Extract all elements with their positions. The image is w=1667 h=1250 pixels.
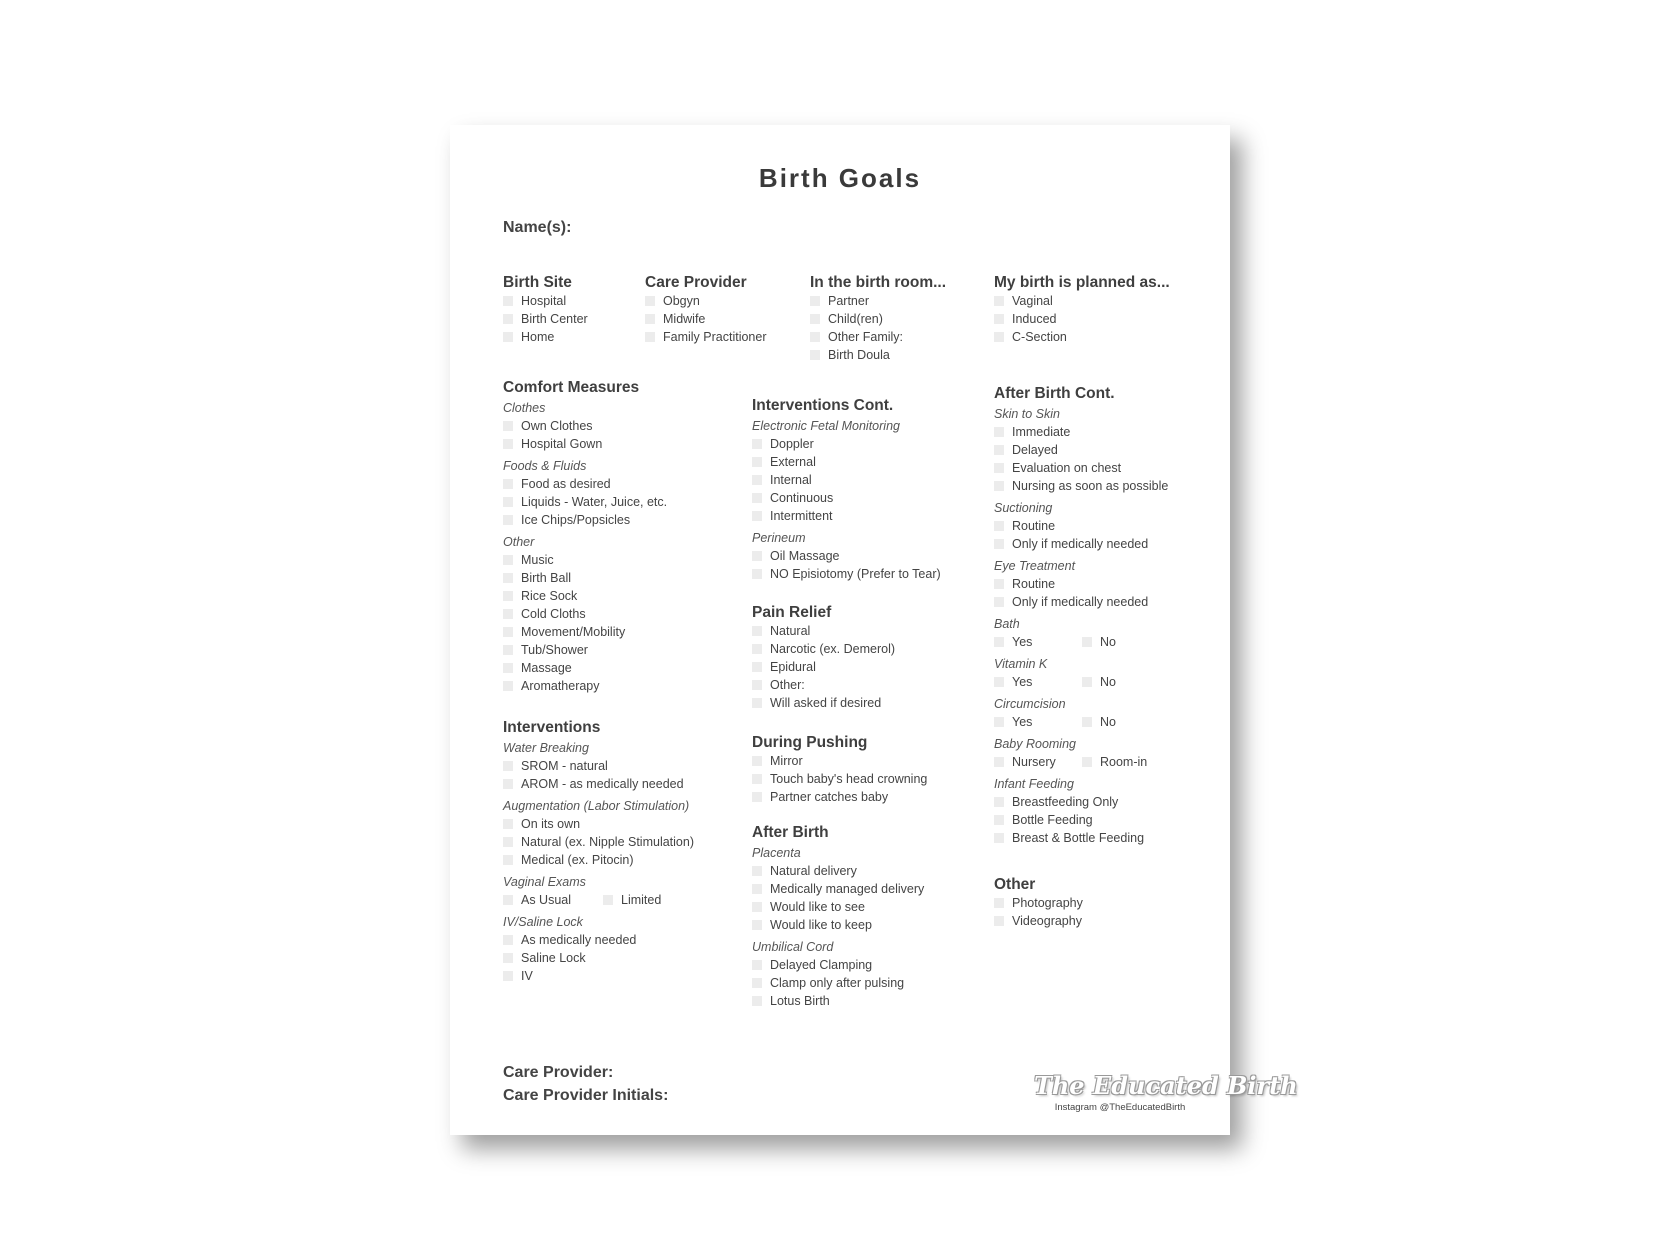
option-c-section[interactable]: C-Section: [994, 328, 1170, 346]
option-breast-bottle[interactable]: Breast & Bottle Feeding: [994, 829, 1170, 847]
brand-logo: [1034, 1071, 1298, 1113]
subheading-bath: Bath: [994, 617, 1020, 631]
option-rice-sock[interactable]: Rice Sock: [503, 587, 667, 605]
subheading-clothes: Clothes: [503, 401, 546, 415]
subheading-eye-treatment: Eye Treatment: [994, 559, 1076, 573]
checkbox[interactable]: [810, 332, 820, 342]
option-midwife[interactable]: Midwife: [645, 310, 767, 328]
checkbox[interactable]: [503, 573, 513, 583]
checkbox[interactable]: [994, 797, 1004, 807]
option-partner-catches[interactable]: Partner catches baby: [752, 788, 927, 806]
interventions-section: [503, 718, 703, 985]
option-partner[interactable]: Partner: [810, 292, 946, 310]
section-heading: Interventions: [503, 719, 601, 736]
after-birth-cont-section: [994, 384, 1170, 847]
checkbox[interactable]: [752, 626, 762, 636]
checkbox[interactable]: [503, 332, 513, 342]
subheading-vitamin-k: Vitamin K: [994, 657, 1048, 671]
option-as-usual[interactable]: As Usual: [503, 891, 603, 909]
checkbox[interactable]: [503, 439, 513, 449]
birth-site-section: [503, 273, 588, 346]
checkbox[interactable]: [994, 579, 1004, 589]
checkbox[interactable]: [1082, 637, 1092, 647]
option-no-episiotomy[interactable]: NO Episiotomy (Prefer to Tear): [752, 565, 941, 583]
instagram-handle: Instagram @TheEducatedBirth: [1054, 1102, 1186, 1113]
checkbox[interactable]: [1082, 717, 1092, 727]
option-oil-massage[interactable]: Oil Massage: [752, 547, 941, 565]
checkbox[interactable]: [994, 815, 1004, 825]
option-cold-cloths[interactable]: Cold Cloths: [503, 605, 667, 623]
option-epidural[interactable]: Epidural: [752, 658, 895, 676]
checkbox[interactable]: [503, 421, 513, 431]
checkbox[interactable]: [994, 898, 1004, 908]
subheading-rooming: Baby Rooming: [994, 737, 1076, 751]
checkbox[interactable]: [994, 597, 1004, 607]
subheading-other: Other: [503, 535, 535, 549]
checkbox[interactable]: [752, 774, 762, 784]
option-eye-routine[interactable]: Routine: [994, 575, 1170, 593]
checkbox[interactable]: [503, 663, 513, 673]
checkbox[interactable]: [752, 996, 762, 1006]
checkbox[interactable]: [752, 902, 762, 912]
option-children[interactable]: Child(ren): [810, 310, 946, 328]
subheading-iv: IV/Saline Lock: [503, 915, 583, 929]
comfort-measures-section: [503, 378, 667, 695]
checkbox[interactable]: [752, 457, 762, 467]
option-circ-no[interactable]: No: [1082, 713, 1170, 731]
after-birth-section: [752, 823, 924, 1010]
checkbox[interactable]: [994, 677, 1004, 687]
brand-wordmark: The Educated Birth: [1034, 1071, 1298, 1100]
option-breastfeeding[interactable]: Breastfeeding Only: [994, 793, 1170, 811]
circumcision-options: [994, 713, 1170, 731]
option-natural-delivery[interactable]: Natural delivery: [752, 862, 924, 880]
option-bottle[interactable]: Bottle Feeding: [994, 811, 1170, 829]
subheading-foods: Foods & Fluids: [503, 459, 587, 473]
checkbox[interactable]: [752, 439, 762, 449]
checkbox[interactable]: [994, 637, 1004, 647]
option-eye-if-needed[interactable]: Only if medically needed: [994, 593, 1170, 611]
care-provider-section: [645, 273, 767, 346]
option-vitk-no[interactable]: No: [1082, 673, 1170, 691]
birth-room-section: [810, 273, 946, 364]
option-suction-routine[interactable]: Routine: [994, 517, 1170, 535]
option-birth-doula[interactable]: Birth Doula: [810, 346, 946, 364]
checkbox[interactable]: [645, 332, 655, 342]
option-limited[interactable]: Limited: [603, 891, 703, 909]
checkbox[interactable]: [994, 539, 1004, 549]
pain-relief-section: [752, 603, 895, 712]
names-label: Name(s):: [503, 219, 572, 236]
checkbox[interactable]: [994, 296, 1004, 306]
option-continuous[interactable]: Continuous: [752, 489, 941, 507]
checkbox[interactable]: [994, 463, 1004, 473]
option-vaginal[interactable]: Vaginal: [994, 292, 1170, 310]
section-heading: Pain Relief: [752, 604, 832, 621]
checkbox[interactable]: [752, 511, 762, 521]
option-bath-yes[interactable]: Yes: [994, 633, 1082, 651]
option-nursing[interactable]: Nursing as soon as possible: [994, 477, 1170, 495]
subheading-augmentation: Augmentation (Labor Stimulation): [503, 799, 690, 813]
checkbox[interactable]: [752, 978, 762, 988]
checkbox[interactable]: [503, 591, 513, 601]
checkbox[interactable]: [503, 645, 513, 655]
checkbox[interactable]: [503, 779, 513, 789]
option-nursery[interactable]: Nursery: [994, 753, 1082, 771]
checkbox[interactable]: [645, 314, 655, 324]
checkbox[interactable]: [1082, 757, 1092, 767]
option-would-keep[interactable]: Would like to keep: [752, 916, 924, 934]
checkbox[interactable]: [503, 314, 513, 324]
checkbox[interactable]: [810, 314, 820, 324]
checkbox[interactable]: [994, 521, 1004, 531]
checkbox[interactable]: [752, 756, 762, 766]
option-aromatherapy[interactable]: Aromatherapy: [503, 677, 667, 695]
option-lotus-birth[interactable]: Lotus Birth: [752, 992, 924, 1010]
checkbox[interactable]: [994, 757, 1004, 767]
checkbox[interactable]: [752, 866, 762, 876]
checkbox[interactable]: [752, 644, 762, 654]
option-home[interactable]: Home: [503, 328, 588, 346]
checkbox[interactable]: [752, 680, 762, 690]
option-other-family[interactable]: Other Family:: [810, 328, 946, 346]
option-natural-stimulation[interactable]: Natural (ex. Nipple Stimulation): [503, 833, 703, 851]
rooming-options: [994, 753, 1170, 771]
section-heading: Care Provider: [645, 274, 747, 291]
section-heading: Comfort Measures: [503, 379, 640, 396]
option-room-in[interactable]: Room-in: [1082, 753, 1170, 771]
checkbox[interactable]: [994, 916, 1004, 926]
checkbox[interactable]: [503, 819, 513, 829]
option-music[interactable]: Music: [503, 551, 667, 569]
page-title: Birth Goals: [758, 163, 922, 193]
checkbox[interactable]: [1082, 677, 1092, 687]
option-as-medically-needed[interactable]: As medically needed: [503, 931, 703, 949]
option-clamp-after-pulsing[interactable]: Clamp only after pulsing: [752, 974, 924, 992]
subheading-placenta: Placenta: [752, 846, 801, 860]
other-section: [994, 875, 1083, 930]
option-arom[interactable]: AROM - as medically needed: [503, 775, 703, 793]
interventions-cont-section: [752, 396, 941, 583]
care-provider-initials-label: Care Provider Initials:: [503, 1087, 669, 1104]
option-narcotic[interactable]: Narcotic (ex. Demerol): [752, 640, 895, 658]
option-mirror[interactable]: Mirror: [752, 752, 927, 770]
option-own-clothes[interactable]: Own Clothes: [503, 417, 667, 435]
option-birth-ball[interactable]: Birth Ball: [503, 569, 667, 587]
option-immediate[interactable]: Immediate: [994, 423, 1170, 441]
option-hospital[interactable]: Hospital: [503, 292, 588, 310]
checkbox[interactable]: [752, 698, 762, 708]
vaginal-exams-options: [503, 891, 703, 909]
checkbox[interactable]: [503, 953, 513, 963]
checkbox[interactable]: [994, 833, 1004, 843]
care-provider-label: Care Provider:: [503, 1064, 614, 1081]
checkbox[interactable]: [752, 493, 762, 503]
subheading-perineum: Perineum: [752, 531, 806, 545]
section-heading: After Birth Cont.: [994, 385, 1115, 402]
section-heading: Interventions Cont.: [752, 397, 894, 414]
option-liquids[interactable]: Liquids - Water, Juice, etc.: [503, 493, 667, 511]
option-bath-no[interactable]: No: [1082, 633, 1170, 651]
checkbox[interactable]: [752, 792, 762, 802]
option-massage[interactable]: Massage: [503, 659, 667, 677]
checkbox[interactable]: [503, 895, 513, 905]
checkbox[interactable]: [994, 314, 1004, 324]
checkbox[interactable]: [503, 971, 513, 981]
checkbox[interactable]: [752, 569, 762, 579]
checkbox[interactable]: [994, 717, 1004, 727]
subheading-circumcision: Circumcision: [994, 697, 1066, 711]
checkbox[interactable]: [503, 497, 513, 507]
option-tub-shower[interactable]: Tub/Shower: [503, 641, 667, 659]
option-family-practitioner[interactable]: Family Practitioner: [645, 328, 767, 346]
option-delayed-clamping[interactable]: Delayed Clamping: [752, 956, 924, 974]
checkbox[interactable]: [752, 551, 762, 561]
checkbox[interactable]: [994, 332, 1004, 342]
section-heading: My birth is planned as...: [994, 274, 1170, 291]
option-natural[interactable]: Natural: [752, 622, 895, 640]
option-will-ask[interactable]: Will asked if desired: [752, 694, 895, 712]
vitamin-k-options: [994, 673, 1170, 691]
option-obgyn[interactable]: Obgyn: [645, 292, 767, 310]
option-circ-yes[interactable]: Yes: [994, 713, 1082, 731]
checkbox[interactable]: [994, 427, 1004, 437]
checkbox[interactable]: [503, 296, 513, 306]
option-hospital-gown[interactable]: Hospital Gown: [503, 435, 667, 453]
section-heading: During Pushing: [752, 734, 868, 751]
checkbox[interactable]: [503, 935, 513, 945]
option-movement[interactable]: Movement/Mobility: [503, 623, 667, 641]
option-induced[interactable]: Induced: [994, 310, 1170, 328]
checkbox[interactable]: [810, 296, 820, 306]
option-food[interactable]: Food as desired: [503, 475, 667, 493]
section-heading: Other: [994, 876, 1036, 893]
pushing-section: [752, 733, 927, 806]
checkbox[interactable]: [752, 920, 762, 930]
option-iv[interactable]: IV: [503, 967, 703, 985]
checkbox[interactable]: [503, 627, 513, 637]
checkbox[interactable]: [603, 895, 613, 905]
checkbox[interactable]: [503, 555, 513, 565]
checkbox[interactable]: [810, 350, 820, 360]
option-touch-head[interactable]: Touch baby's head crowning: [752, 770, 927, 788]
section-heading: After Birth: [752, 824, 829, 841]
option-would-see[interactable]: Would like to see: [752, 898, 924, 916]
option-saline-lock[interactable]: Saline Lock: [503, 949, 703, 967]
checkbox[interactable]: [994, 445, 1004, 455]
option-srom[interactable]: SROM - natural: [503, 757, 703, 775]
checkbox[interactable]: [503, 609, 513, 619]
checkbox[interactable]: [752, 475, 762, 485]
option-birth-center[interactable]: Birth Center: [503, 310, 588, 328]
subheading-feeding: Infant Feeding: [994, 777, 1074, 791]
option-evaluation[interactable]: Evaluation on chest: [994, 459, 1170, 477]
subheading-water-breaking: Water Breaking: [503, 741, 589, 755]
option-doppler[interactable]: Doppler: [752, 435, 941, 453]
subheading-efm: Electronic Fetal Monitoring: [752, 419, 900, 433]
option-delayed[interactable]: Delayed: [994, 441, 1170, 459]
checkbox[interactable]: [503, 515, 513, 525]
checkbox[interactable]: [645, 296, 655, 306]
planned-section: [994, 273, 1170, 346]
option-videography[interactable]: Videography: [994, 912, 1083, 930]
checkbox[interactable]: [503, 479, 513, 489]
section-heading: Birth Site: [503, 274, 572, 291]
option-suction-if-needed[interactable]: Only if medically needed: [994, 535, 1170, 553]
option-other[interactable]: Other:: [752, 676, 895, 694]
subheading-suctioning: Suctioning: [994, 501, 1053, 515]
option-managed-delivery[interactable]: Medically managed delivery: [752, 880, 924, 898]
subheading-cord: Umbilical Cord: [752, 940, 834, 954]
option-vitk-yes[interactable]: Yes: [994, 673, 1082, 691]
checkbox[interactable]: [503, 855, 513, 865]
subheading-skin: Skin to Skin: [994, 407, 1061, 421]
checkbox[interactable]: [503, 761, 513, 771]
checkbox[interactable]: [752, 960, 762, 970]
subheading-vaginal-exams: Vaginal Exams: [503, 875, 586, 889]
option-on-its-own[interactable]: On its own: [503, 815, 703, 833]
checkbox[interactable]: [503, 837, 513, 847]
option-internal[interactable]: Internal: [752, 471, 941, 489]
bath-options: [994, 633, 1170, 651]
checkbox[interactable]: [752, 662, 762, 672]
option-photography[interactable]: Photography: [994, 894, 1083, 912]
birth-goals-sheet: [450, 125, 1298, 1135]
option-ice-chips[interactable]: Ice Chips/Popsicles: [503, 511, 667, 529]
checkbox[interactable]: [752, 884, 762, 894]
option-medical-pitocin[interactable]: Medical (ex. Pitocin): [503, 851, 703, 869]
option-intermittent[interactable]: Intermittent: [752, 507, 941, 525]
checkbox[interactable]: [503, 681, 513, 691]
option-external[interactable]: External: [752, 453, 941, 471]
checkbox[interactable]: [994, 481, 1004, 491]
section-heading: In the birth room...: [810, 274, 947, 291]
